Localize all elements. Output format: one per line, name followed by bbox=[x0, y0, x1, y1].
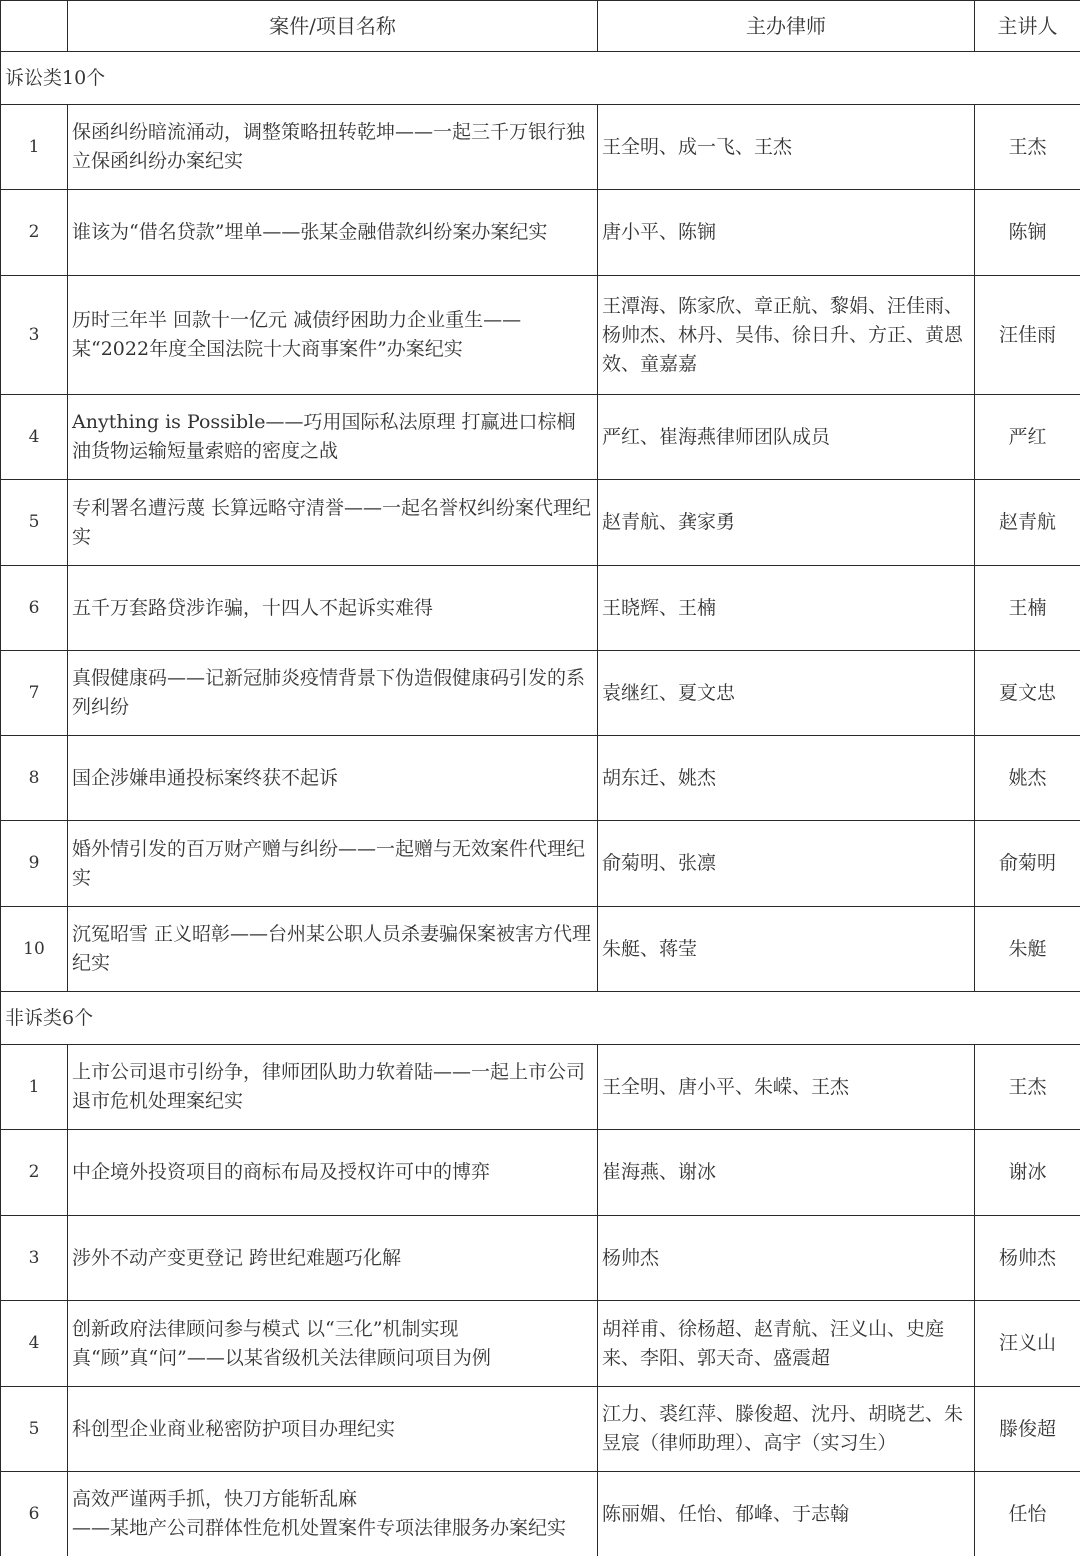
lead-lawyers: 唐小平、陈锎 bbox=[598, 190, 975, 276]
table-row bbox=[1, 736, 1080, 821]
speaker: 杨帅杰 bbox=[975, 1216, 1080, 1301]
row-num: 2 bbox=[1, 1130, 68, 1216]
case-name: 上市公司退市引纷争，律师团队助力软着陆——一起上市公司退市危机处理案纪实 bbox=[68, 1045, 598, 1130]
lead-lawyers: 朱艇、蒋莹 bbox=[598, 907, 975, 992]
case-name: 创新政府法律顾问参与模式 以“三化”机制实现真“顾”真“问”——以某省级机关法律顾问项目为例 bbox=[68, 1301, 598, 1387]
lead-lawyers: 俞菊明、张凛 bbox=[598, 821, 975, 907]
row-num: 1 bbox=[1, 1045, 68, 1130]
table-row bbox=[1, 190, 1080, 276]
speaker: 谢冰 bbox=[975, 1130, 1080, 1216]
case-name: Anything is Possible——巧用国际私法原理 打赢进口棕榈油货物运输短量索赔的密度之战 bbox=[68, 395, 598, 480]
case-name: 真假健康码——记新冠肺炎疫情背景下伪造假健康码引发的系列纠纷 bbox=[68, 651, 598, 736]
speaker: 朱艇 bbox=[975, 907, 1080, 992]
row-num: 7 bbox=[1, 651, 68, 736]
row-num: 6 bbox=[1, 1472, 68, 1556]
table-row bbox=[1, 105, 1080, 190]
header-num bbox=[1, 1, 68, 52]
speaker: 严红 bbox=[975, 395, 1080, 480]
row-num: 4 bbox=[1, 395, 68, 480]
lead-lawyers: 胡祥甫、徐杨超、赵青航、汪义山、史庭来、李阳、郭天奇、盛震超 bbox=[598, 1301, 975, 1387]
row-num: 5 bbox=[1, 480, 68, 566]
table-row bbox=[1, 395, 1080, 480]
speaker: 汪佳雨 bbox=[975, 276, 1080, 395]
table-row bbox=[1, 1472, 1080, 1556]
row-num: 3 bbox=[1, 276, 68, 395]
table-row bbox=[1, 821, 1080, 907]
case-name: 婚外情引发的百万财产赠与纠纷——一起赠与无效案件代理纪实 bbox=[68, 821, 598, 907]
row-num: 10 bbox=[1, 907, 68, 992]
section-title: 非诉类6个 bbox=[1, 992, 1080, 1045]
speaker: 俞菊明 bbox=[975, 821, 1080, 907]
table-row bbox=[1, 480, 1080, 566]
row-num: 2 bbox=[1, 190, 68, 276]
header-row bbox=[1, 1, 1080, 52]
speaker: 姚杰 bbox=[975, 736, 1080, 821]
table-row bbox=[1, 907, 1080, 992]
lead-lawyers: 江力、裘红萍、滕俊超、沈丹、胡晓艺、朱昱宸（律师助理）、高宇（实习生） bbox=[598, 1387, 975, 1472]
lead-lawyers: 王全明、唐小平、朱嵘、王杰 bbox=[598, 1045, 975, 1130]
speaker: 王楠 bbox=[975, 566, 1080, 651]
case-name-line1: 高效严谨两手抓，快刀方能斩乱麻 bbox=[72, 1488, 358, 1510]
lead-lawyers: 王全明、成一飞、王杰 bbox=[598, 105, 975, 190]
header-speaker: 主讲人 bbox=[975, 1, 1080, 52]
case-name: 国企涉嫌串通投标案终获不起诉 bbox=[68, 736, 598, 821]
speaker: 王杰 bbox=[975, 1045, 1080, 1130]
speaker: 夏文忠 bbox=[975, 651, 1080, 736]
lead-lawyers: 王晓辉、王楠 bbox=[598, 566, 975, 651]
case-name: 历时三年半 回款十一亿元 减债纾困助力企业重生——某“2022年度全国法院十大商事案件”办案纪实 bbox=[68, 276, 598, 395]
row-num: 1 bbox=[1, 105, 68, 190]
lead-lawyers: 严红、崔海燕律师团队成员 bbox=[598, 395, 975, 480]
lead-lawyers: 赵青航、龚家勇 bbox=[598, 480, 975, 566]
section-title: 诉讼类10个 bbox=[1, 52, 1080, 105]
table-row bbox=[1, 1130, 1080, 1216]
speaker: 赵青航 bbox=[975, 480, 1080, 566]
table-row bbox=[1, 276, 1080, 395]
case-name: 专利署名遭污蔑 长算远略守清誉——一起名誉权纠纷案代理纪实 bbox=[68, 480, 598, 566]
lead-lawyers: 陈丽媚、任怡、郁峰、于志翰 bbox=[598, 1472, 975, 1556]
case-name: 中企境外投资项目的商标布局及授权许可中的博弈 bbox=[68, 1130, 598, 1216]
lead-lawyers: 王潭海、陈家欣、章正航、黎娟、汪佳雨、杨帅杰、林丹、吴伟、徐日升、方正、黄恩效、童嘉嘉 bbox=[598, 276, 975, 395]
table-row bbox=[1, 1216, 1080, 1301]
table-row bbox=[1, 566, 1080, 651]
row-num: 9 bbox=[1, 821, 68, 907]
speaker: 汪义山 bbox=[975, 1301, 1080, 1387]
lead-lawyers: 崔海燕、谢冰 bbox=[598, 1130, 975, 1216]
case-name: 五千万套路贷涉诈骗，十四人不起诉实难得 bbox=[68, 566, 598, 651]
lead-lawyers: 袁继红、夏文忠 bbox=[598, 651, 975, 736]
table-row bbox=[1, 651, 1080, 736]
section-header-non-litigation bbox=[1, 992, 1080, 1045]
case-name: 科创型企业商业秘密防护项目办理纪实 bbox=[68, 1387, 598, 1472]
header-name: 案件/项目名称 bbox=[68, 1, 598, 52]
case-name: 谁该为“借名贷款”埋单——张某金融借款纠纷案办案纪实 bbox=[68, 190, 598, 276]
case-name: 保函纠纷暗流涌动，调整策略扭转乾坤——一起三千万银行独立保函纠纷办案纪实 bbox=[68, 105, 598, 190]
row-num: 3 bbox=[1, 1216, 68, 1301]
table-row bbox=[1, 1387, 1080, 1472]
row-num: 4 bbox=[1, 1301, 68, 1387]
row-num: 5 bbox=[1, 1387, 68, 1472]
table-row bbox=[1, 1301, 1080, 1387]
section-header-litigation bbox=[1, 52, 1080, 105]
case-name: 沉冤昭雪 正义昭彰——台州某公职人员杀妻骗保案被害方代理纪实 bbox=[68, 907, 598, 992]
case-name bbox=[68, 1472, 598, 1556]
table-row bbox=[1, 1045, 1080, 1130]
speaker: 滕俊超 bbox=[975, 1387, 1080, 1472]
speaker: 王杰 bbox=[975, 105, 1080, 190]
header-lawyers: 主办律师 bbox=[598, 1, 975, 52]
lead-lawyers: 胡东迁、姚杰 bbox=[598, 736, 975, 821]
row-num: 8 bbox=[1, 736, 68, 821]
row-num: 6 bbox=[1, 566, 68, 651]
lead-lawyers: 杨帅杰 bbox=[598, 1216, 975, 1301]
speaker: 陈锎 bbox=[975, 190, 1080, 276]
case-name-line2: ——某地产公司群体性危机处置案件专项法律服务办案纪实 bbox=[72, 1517, 567, 1539]
case-name: 涉外不动产变更登记 跨世纪难题巧化解 bbox=[68, 1216, 598, 1301]
speaker: 任怡 bbox=[975, 1472, 1080, 1556]
